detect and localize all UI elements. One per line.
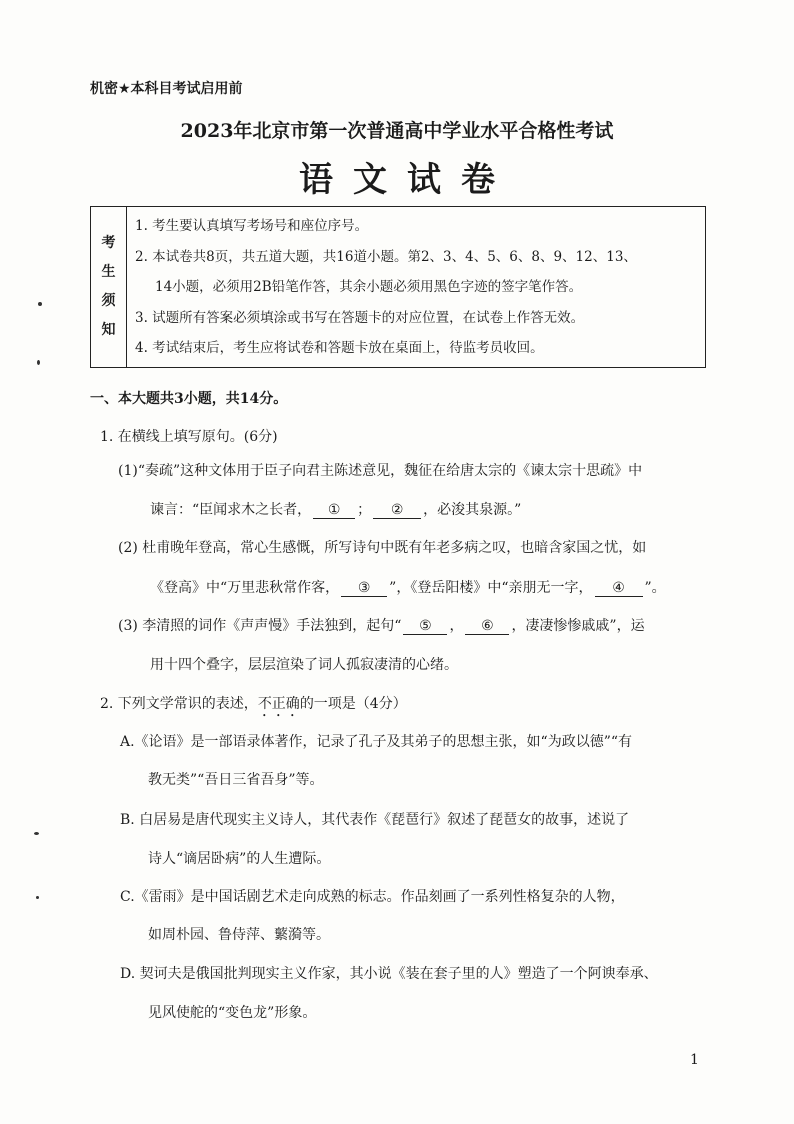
option-c-line1[interactable]: C.《雷雨》是中国话剧艺术走向成熟的标志。作品刻画了一系列性格复杂的人物， [120, 889, 625, 905]
notice-item-continued: 14小题，必须用2B铅笔作答，其余小题必须用黑色字迹的签字笔作答。 [155, 279, 583, 295]
q1-part3-line2: 用十四个叠字，层层渲染了词人孤寂凄清的心绪。 [150, 657, 458, 673]
text: ， [449, 618, 464, 634]
answer-blank-5[interactable]: ⑤ [403, 618, 447, 635]
option-d-line2: 见风使舵的“变色龙”形象。 [148, 1005, 317, 1021]
scan-speck [36, 896, 39, 899]
q1-part2-line1: (2) 杜甫晚年登高，常心生感慨，所写诗句中既有年老多病之叹，也暗含家国之忧，如 [118, 540, 647, 556]
notice-label [91, 207, 127, 367]
option-c-line2: 如周朴园、鲁侍萍、蘩漪等。 [148, 927, 330, 943]
text: 的一项是（4分） [299, 696, 407, 712]
text: 谏言：“臣闻求木之长者， [150, 502, 312, 518]
answer-blank-1[interactable]: ① [313, 502, 355, 519]
q1-part1-line1: (1)“奏疏”这种文体用于臣子向君主陈述意见，魏征在给唐太宗的《谏太宗十思疏》中 [118, 463, 643, 479]
notice-label-char: 考 [101, 235, 116, 251]
text: ； [357, 502, 372, 518]
notice-label-char: 知 [101, 322, 116, 338]
section-heading: 一、本大题共3小题，共14分。 [90, 391, 288, 407]
notice-item: 2. 本试卷共8页，共五道大题，共16道小题。第2、3、4、5、6、8、9、12、13、 [135, 248, 637, 265]
text: ”。 [644, 580, 666, 596]
notice-label-char: 须 [101, 293, 116, 309]
emphasis-not-correct: 不正确 [257, 696, 300, 712]
text: 2. 下列文学常识的表述， [100, 696, 258, 712]
subject-title: 语文试卷 [299, 160, 515, 200]
answer-blank-3[interactable]: ③ [341, 580, 387, 597]
option-a-line2: 教无类”“吾日三省吾身”等。 [148, 772, 324, 788]
text: ，凄凄惨惨戚戚”，运 [511, 618, 645, 634]
scan-speck [34, 832, 39, 835]
notice-box [90, 206, 706, 368]
confidential-mark: 机密★本科目考试启用前 [90, 81, 243, 97]
notice-item: 3. 试题所有答案必须填涂或书写在答题卡的对应位置，在试卷上作答无效。 [135, 309, 585, 326]
text: ”，《登岳阳楼》中“亲朋无一字， [389, 580, 593, 596]
scan-speck [37, 360, 40, 365]
option-a-line1[interactable]: A.《论语》是一部语录体著作，记录了孔子及其弟子的思想主张，如“为政以德”“有 [120, 734, 633, 750]
option-b-line1[interactable]: B. 白居易是唐代现实主义诗人，其代表作《琵琶行》叙述了琵琶女的故事，述说了 [120, 812, 630, 828]
option-b-line2: 诗人“谪居卧病”的人生遭际。 [148, 851, 331, 867]
scan-speck [38, 302, 42, 306]
notice-label-char: 生 [101, 264, 116, 280]
text: (3) 李清照的词作《声声慢》手法独到，起句“ [118, 618, 402, 634]
q1-part2-line2 [150, 577, 666, 597]
question-1-stem: 1. 在横线上填写原句。(6分) [100, 429, 278, 445]
notice-item: 1. 考生要认真填写考场号和座位序号。 [135, 218, 369, 234]
answer-blank-6[interactable]: ⑥ [465, 618, 509, 635]
notice-item: 4. 考试结束后，考生应将试卷和答题卡放在桌面上，待监考员收回。 [135, 340, 544, 356]
exam-title: 2023年北京市第一次普通高中学业水平合格性考试 [180, 120, 614, 142]
q1-part3-line1 [118, 615, 645, 635]
page-number: 1 [690, 1052, 699, 1068]
answer-blank-2[interactable]: ② [373, 502, 421, 519]
q1-part1-line2 [150, 499, 521, 519]
text: ，必浚其泉源。” [423, 502, 522, 518]
notice-list [135, 211, 637, 364]
text: 《登高》中“万里悲秋常作客， [150, 580, 340, 596]
option-d-line1[interactable]: D. 契诃夫是俄国批判现实主义作家，其小说《装在套子里的人》塑造了一个阿谀奉承、 [120, 966, 658, 982]
question-2-stem [100, 693, 407, 720]
answer-blank-4[interactable]: ④ [595, 580, 643, 597]
